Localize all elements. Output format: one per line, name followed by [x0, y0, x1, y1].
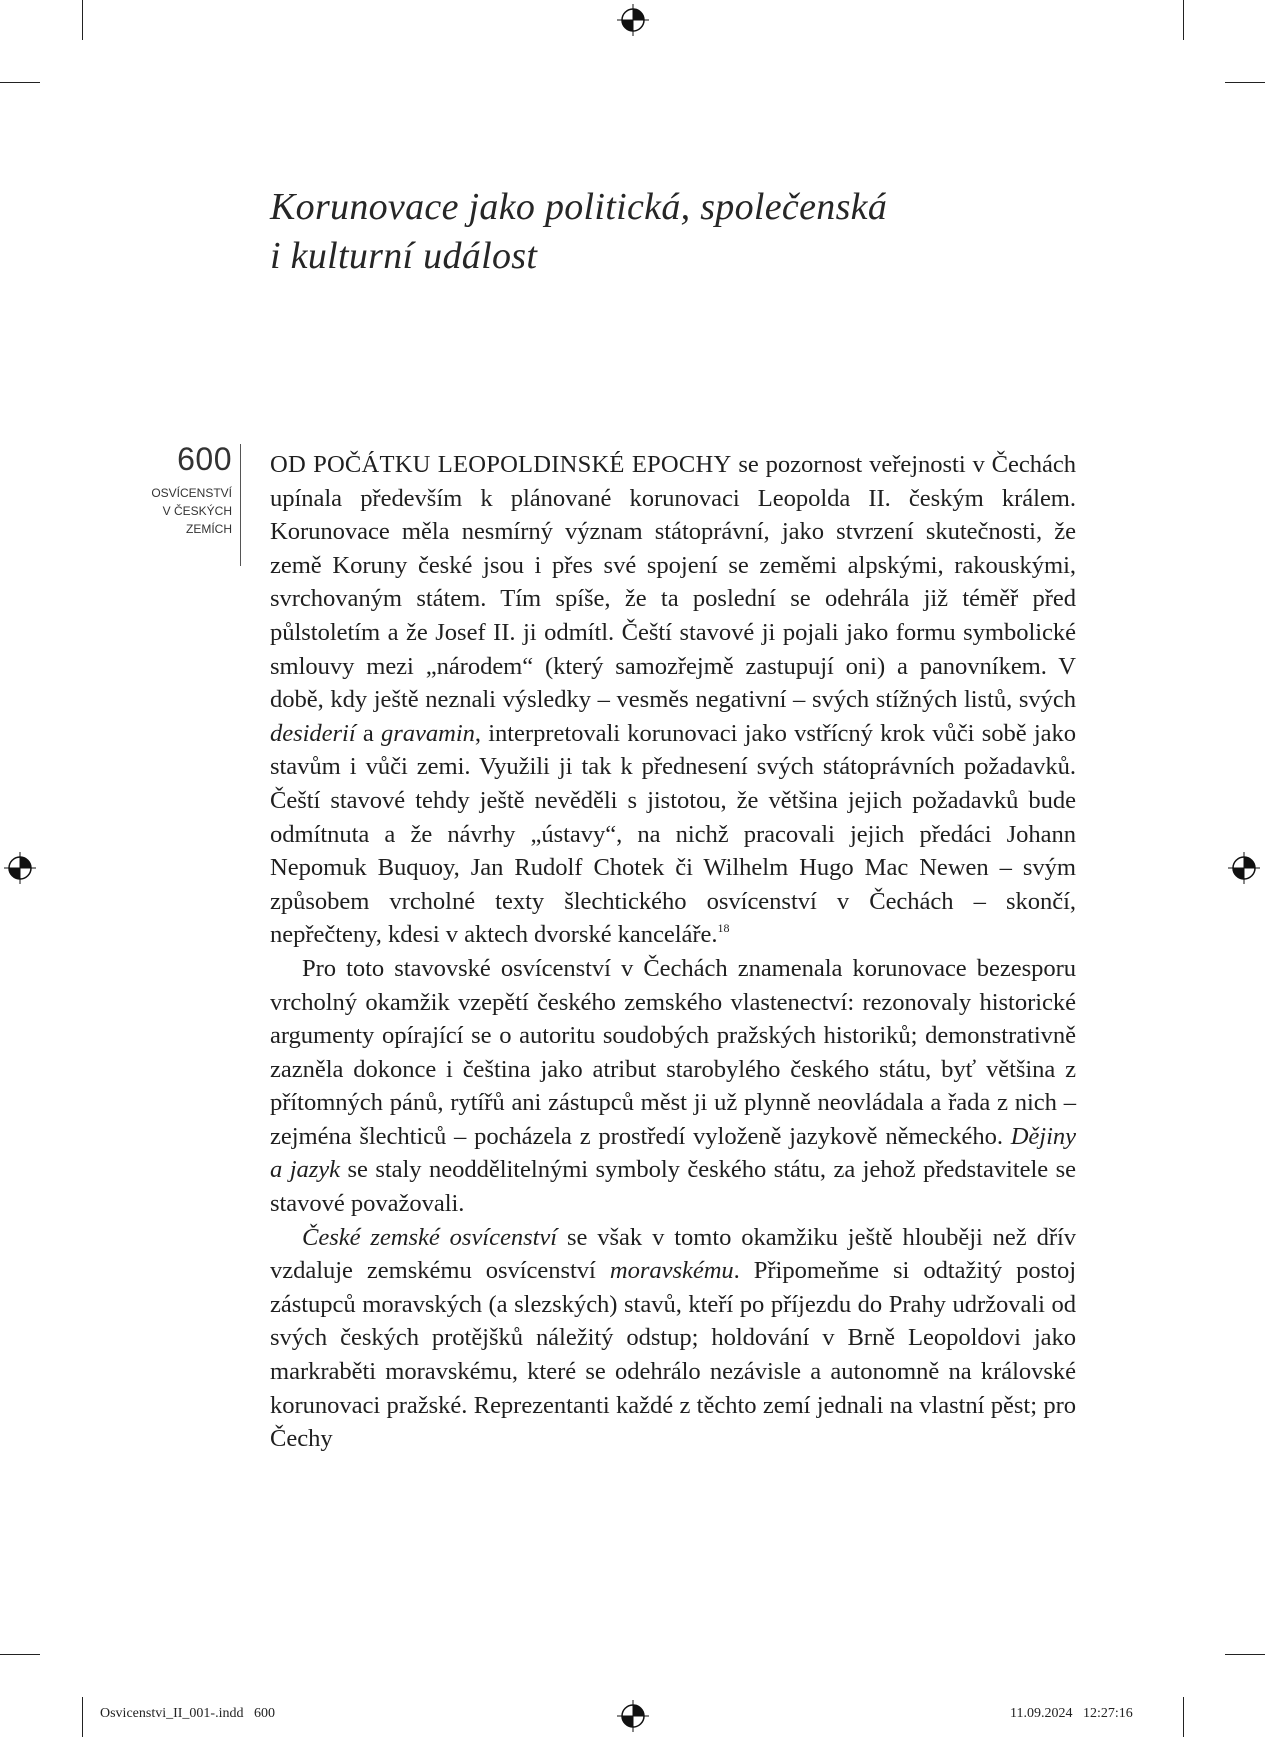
crop-mark-bottom-left-vertical: [82, 1697, 83, 1737]
slug-filename: Osvicenstvi_II_001-.indd 600: [100, 1706, 275, 1721]
chapter-title-line-1: Korunovace jako politická, společenská: [270, 186, 888, 228]
margin-divider: [240, 444, 241, 566]
paragraph-1-lead: OD POČÁTKU LEOPOLDINSKÉ EPOCHY: [270, 451, 732, 478]
paragraph-1-text-b: a: [355, 719, 382, 747]
crop-mark-top-right-vertical: [1183, 0, 1184, 40]
paragraph-1-text-c: , interpretovali korunovaci jako vstřícný krok vůči sobě jako stavům i vůči zemi. Využili ji tak k přednesení svých státoprávních požadavků. Čeští stavové tehdy ještě nevěděli s jistotou, že většina jejich požadavků bude odmítnuta a že návrhy „ústavy“, na nichž pracovali jejich předáci Johann Nepomuk Buquoy, Jan Rudolf Chotek či Wilhelm Hugo Mac Newen – svým způsobem vrcholné texty šlechtického osvícenství v Čechách – skončí, nepřečteny, kdesi v aktech dvorské kanceláře.: [270, 719, 1076, 949]
paragraph-2-text-a: Pro toto stavovské osvícenství v Čechách znamenala korunovace bezesporu vrcholný okamžik vzepětí českého zemského vlastenectví: rezonovaly historické argumenty opírající se o autoritu soudobých pražských historiků; demonstrativně zazněla dokonce i čeština jako atribut starobylého českého státu, byť většina z přítomných pánů, rytířů ani zástupců měst ji už plynně neovládala a řada z nich – zejména šlechticů – pocházela z prostředí vyloženě jazykově německého.: [270, 954, 1076, 1150]
paragraph-3-text-a: se však v tomto okamžiku ještě hlouběji než dřív vzdaluje zemskému osvícenství: [270, 1223, 1076, 1285]
paragraph-2-text-b: se staly neoddělitelnými symboly českého státu, za jehož představitele se stavové považovali.: [270, 1156, 1076, 1218]
crop-mark-bottom-left-horizontal: [0, 1654, 40, 1655]
chapter-title-line-2: i kulturní událost: [270, 235, 538, 277]
paragraph-1: [270, 448, 1076, 952]
paragraph-2: [270, 952, 1076, 1221]
crop-mark-bottom-right-horizontal: [1225, 1654, 1265, 1655]
paragraph-3: [270, 1221, 1076, 1456]
running-head-line-3: ZEMÍCH: [186, 522, 232, 536]
registration-mark-icon-left: [4, 852, 36, 884]
crop-mark-top-left-vertical: [82, 0, 83, 40]
paragraph-2-italic: Dějiny a jazyk: [270, 1122, 1076, 1184]
paragraph-1-italic-desiderii: desiderií: [270, 719, 356, 747]
running-head-line-2: V ČESKÝCH: [162, 504, 232, 518]
slug-timestamp: 11.09.2024 12:27:16: [1010, 1706, 1133, 1721]
running-head-line-1: OSVÍCENSTVÍ: [151, 486, 232, 500]
chapter-title: [270, 183, 1070, 281]
registration-mark-icon-right: [1228, 852, 1260, 884]
paragraph-1-italic-gravamin: gravamin: [381, 719, 475, 747]
crop-mark-bottom-right-vertical: [1183, 1697, 1184, 1737]
page-number: 600: [177, 441, 232, 477]
footnote-reference[interactable]: 18: [717, 921, 730, 936]
crop-mark-top-right-horizontal: [1225, 82, 1265, 83]
body-text: [270, 448, 1076, 1456]
paragraph-3-text-b: . Připomeňme si odtažitý postoj zástupců moravských (a slezských) stavů, kteří po příjezdu do Prahy udržovali od svých českých protějšků náležitý odstup; holdování v Brně Leopoldovi jako markraběti moravskému, které se odehrálo nezávisle a autonomně na královské korunovaci pražské. Reprezentanti každé z těchto zemí jednali na vlastní pěst; pro Čechy: [270, 1257, 1076, 1453]
paragraph-1-text-a: se pozornost veřejnosti v Čechách upínala především k plánované korunovaci Leopolda II. českým králem. Korunovace měla nesmírný význam státoprávní, jako stvrzení skutečnosti, že země Koruny české jsou i přes své spojení se zeměmi alpskými, rakouskými, svrchovaným státem. Tím spíše, že ta poslední se odehrála již téměř před půlstoletím a že Josef II. ji odmítl. Čeští stavové ji pojali jako formu symbolické smlouvy mezi „národem“ (který samozřejmě zastupují oni) a panovníkem. V době, kdy ještě neznali výsledky – vesměs negativní – svých stížných listů, svých: [270, 451, 1076, 714]
crop-mark-top-left-horizontal: [0, 82, 40, 83]
paragraph-3-italic-b: moravskému: [609, 1257, 734, 1285]
registration-mark-icon-bottom: [617, 1700, 649, 1732]
registration-mark-icon-top: [617, 4, 649, 36]
margin-column: [140, 440, 240, 538]
paragraph-3-italic-a: České zemské osvícenství: [302, 1223, 558, 1251]
